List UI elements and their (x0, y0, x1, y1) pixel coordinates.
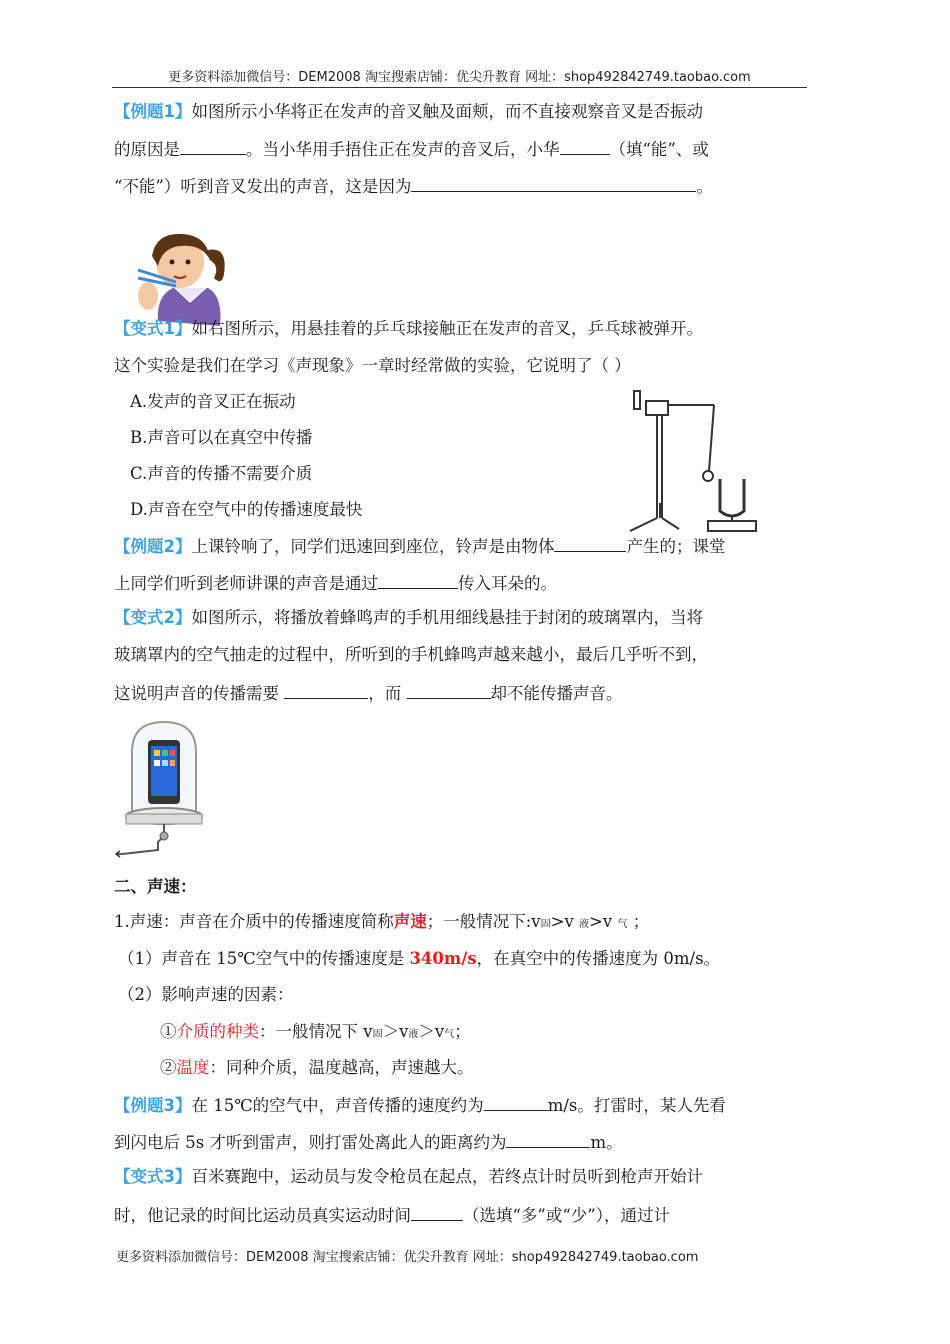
s2-p3: （2）影响声速的因素： (118, 985, 294, 1004)
s2-p1: 1.声速：声音在介质中的传播速度简称声速；一般情况下:v固>v 液>v 气 ； (114, 912, 650, 931)
ex1-line1: 【例题1】如图所示小华将正在发声的音叉触及面颊，而不直接观察音叉是否振动 (114, 102, 703, 121)
answer-blank[interactable] (506, 1129, 590, 1148)
var2-line3: 这说明声音的传播需要 ，而 却不能传播声音。 (114, 680, 623, 706)
var3-line2: 时，他记录的时间比运动员真实运动时间 （选填“多”或“少”），通过计 (114, 1202, 670, 1228)
answer-blank[interactable] (284, 680, 368, 699)
ex3-line2: 到闪电后 5s 才听到雷声，则打雷处离此人的距离约为 m。 (114, 1129, 623, 1155)
pendulum-tuning-fork-apparatus (624, 383, 764, 538)
s2-p5: ②温度：同种介质，温度越高，声速越大。 (160, 1058, 474, 1077)
ex2-line2: 上同学们听到老师讲课的声音是通过 传入耳朵的。 (114, 570, 557, 596)
answer-blank[interactable] (411, 1202, 463, 1221)
option-b[interactable]: B.声音可以在真空中传播 (130, 428, 313, 447)
ex1-line2: 的原因是 。当小华用手捂住正在发声的音叉后，小华 （填“能”、或 (114, 136, 709, 162)
answer-blank[interactable] (378, 570, 458, 589)
ex2-tag: 【例题2】 (114, 537, 192, 556)
s2-p4: ①介质的种类：一般情况下 v固＞v液＞v气； (160, 1022, 471, 1041)
option-d[interactable]: D.声音在空气中的传播速度最快 (130, 500, 363, 519)
answer-blank[interactable] (411, 173, 696, 192)
var3-tag: 【变式3】 (114, 1167, 192, 1186)
var2-line1: 【变式2】如图所示，将播放着蜂鸣声的手机用细线悬挂于封闭的玻璃罩内，当将 (114, 608, 703, 627)
var1-line2: 这个实验是我们在学习《声现象》一章时经常做的实验，它说明了（ ） (114, 356, 631, 375)
ex3-line1: 【例题3】在 15℃的空气中，声音传播的速度约为 m/s。打雷时，某人先看 (114, 1092, 726, 1118)
answer-blank[interactable] (407, 680, 491, 699)
option-a[interactable]: A.发声的音叉正在振动 (130, 392, 296, 411)
page-footer: 更多资料添加微信号：DEM2008 淘宝搜索店铺：优尖升教育 网址：shop492842749.taobao.com (116, 1250, 699, 1265)
ex1-tag: 【例题1】 (114, 102, 192, 121)
var3-line1: 【变式3】百米赛跑中，运动员与发令枪员在起点，若终点计时员听到枪声开始计 (114, 1167, 703, 1186)
var1-tag: 【变式1】 (114, 319, 192, 338)
var2-line2: 玻璃罩内的空气抽走的过程中，所听到的手机蜂鸣声越来越小，最后几乎听不到， (114, 645, 708, 664)
ex1-line3: “不能”）听到音叉发出的声音，这是因为 。 (114, 173, 713, 199)
answer-blank[interactable] (560, 136, 610, 155)
ex3-tag: 【例题3】 (114, 1096, 192, 1115)
answer-blank[interactable] (484, 1092, 548, 1111)
header-rule (112, 87, 807, 88)
girl-tuning-fork-illustration (128, 226, 238, 330)
option-c[interactable]: C.声音的传播不需要介质 (130, 464, 313, 483)
var1-line1: 【变式1】如右图所示，用悬挂着的乒乓球接触正在发声的音叉，乒乓球被弹开。 (114, 319, 703, 338)
section-title: 二、声速： (114, 877, 197, 896)
ex2-line1: 【例题2】上课铃响了，同学们迅速回到座位，铃声是由物体 产生的；课堂 (114, 533, 725, 559)
s2-p2: （1）声音在 15℃空气中的传播速度是 340m/s，在真空中的传播速度为 0m/s。 (118, 949, 721, 968)
var2-tag: 【变式2】 (114, 608, 192, 627)
bell-jar-phone-apparatus (112, 716, 212, 861)
answer-blank[interactable] (554, 533, 626, 552)
page-header: 更多资料添加微信号：DEM2008 淘宝搜索店铺：优尖升教育 网址：shop492842749.taobao.com (168, 70, 751, 85)
answer-blank[interactable] (180, 136, 246, 155)
